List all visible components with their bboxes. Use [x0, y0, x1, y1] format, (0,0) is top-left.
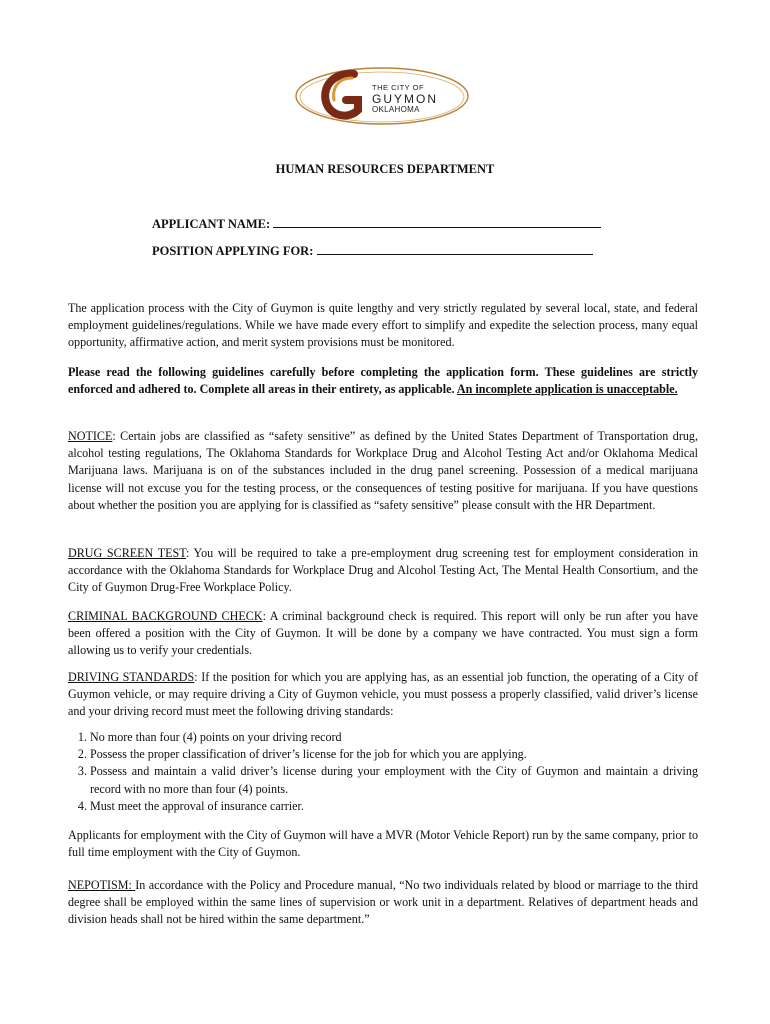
notice-text	[68, 428, 698, 514]
nepotism-body: In accordance with the Policy and Procedure manual, “No two individuals related by blood or marriage to the third degree shall be employed within the same lines of supervision or work unit in a department. Relatives of department heads and division heads shall not be hired within the same department.”	[68, 878, 698, 927]
driving-heading: DRIVING STANDARDS	[68, 670, 195, 684]
drug-screen-heading: DRUG SCREEN TEST	[68, 546, 186, 560]
notice-body: : Certain jobs are classified as “safety sensitive” as defined by the United States Department of Transportation drug, alcohol testing regulations, The Oklahoma Standards for Workplace Drug and Alcohol Testing Act and/or Oklahoma Medical Marijuana laws. Marijuana is on of the substances included in the drug panel screening. Possession of a medical marijuana license will not excuse you for the testing process, or the consequences of testing positive for marijuana. If you have questions about whether the position you are applying for is classified as “safety sensitive” please consult with the HR Department.	[68, 429, 698, 512]
list-item: 1. No more than four (4) points on your driving record	[90, 729, 698, 746]
criminal-body: : A criminal background check is required. This report will only be run after you have been offered a position with the City of Guymon. It will be done by a company we have contracted. You must sign a form allowing us to verify your credentials.	[68, 609, 698, 658]
driving-text	[68, 669, 698, 721]
logo-line-3: OKLAHOMA	[372, 104, 420, 114]
driving-standards-list	[68, 729, 698, 815]
drug-screen-paragraph	[68, 545, 698, 597]
logo-line-2: GUYMON	[372, 91, 438, 106]
drug-screen-body: : You will be required to take a pre-employment drug screening test for employment consideration in accordance with the Oklahoma Standards for Workplace Drug and Alcohol Testing Act, The Mental Health Consortium, and the City of Guymon Drug-Free Workplace Policy.	[68, 546, 698, 595]
guidelines-bold-text: Please read the following guidelines carefully before completing the application form. These guidelines are strictly enforced and adhered to. Complete all areas in their entirety, as applicable.	[68, 365, 698, 397]
notice-heading: NOTICE	[68, 429, 113, 443]
mvr-text: Applicants for employment with the City of Guymon will have a MVR (Motor Vehicle Report) run by the same company, prior to full time employment with the City of Guymon.	[68, 828, 698, 860]
criminal-text	[68, 608, 698, 660]
city-logo	[292, 62, 472, 128]
applicant-name-row	[152, 217, 601, 232]
list-item: 3. Possess and maintain a valid driver’s license during your employment with the City of Guymon and maintain a driving record with no more than four (4) points.	[90, 763, 698, 797]
position-row	[152, 244, 593, 259]
notice-paragraph	[68, 428, 698, 514]
applicant-name-field[interactable]	[273, 217, 601, 228]
mvr-paragraph	[68, 827, 698, 861]
intro-paragraph	[68, 300, 698, 352]
driving-rules	[68, 729, 698, 815]
list-item: 4. Must meet the approval of insurance carrier.	[90, 798, 698, 815]
guidelines-text	[68, 364, 698, 398]
driving-body: : If the position for which you are applying has, as an essential job function, the operating of a City of Guymon vehicle, or may require driving a City of Guymon vehicle, you must possess a properly classified, valid driver’s license and your driving record must meet the following driving standards:	[68, 670, 699, 719]
criminal-paragraph	[68, 608, 698, 660]
nepotism-heading: NEPOTISM:	[68, 878, 136, 892]
driving-paragraph	[68, 669, 698, 721]
nepotism-paragraph	[68, 877, 698, 929]
intro-text: The application process with the City of Guymon is quite lengthy and very strictly regulated by several local, state, and federal employment guidelines/regulations. While we have made every effort to simplify and expedite the selection process, many equal opportunity, affirmative action, and merit system provisions must be monitored.	[68, 301, 698, 350]
criminal-heading: CRIMINAL BACKGROUND CHECK	[68, 609, 263, 623]
incomplete-warning: An incomplete application is unacceptable.	[456, 382, 678, 397]
position-field[interactable]	[317, 244, 593, 255]
position-label: POSITION APPLYING FOR:	[152, 244, 314, 258]
drug-screen-text	[68, 545, 698, 597]
guidelines-paragraph	[68, 364, 698, 398]
applicant-name-label: APPLICANT NAME:	[152, 217, 271, 231]
list-item: 2. Possess the proper classification of driver’s license for the job for which you are applying.	[90, 746, 698, 763]
logo-wordmark	[372, 84, 438, 114]
logo-line-1: THE CITY OF	[372, 83, 425, 92]
nepotism-text	[68, 877, 698, 929]
department-title: HUMAN RESOURCES DEPARTMENT	[275, 162, 495, 176]
